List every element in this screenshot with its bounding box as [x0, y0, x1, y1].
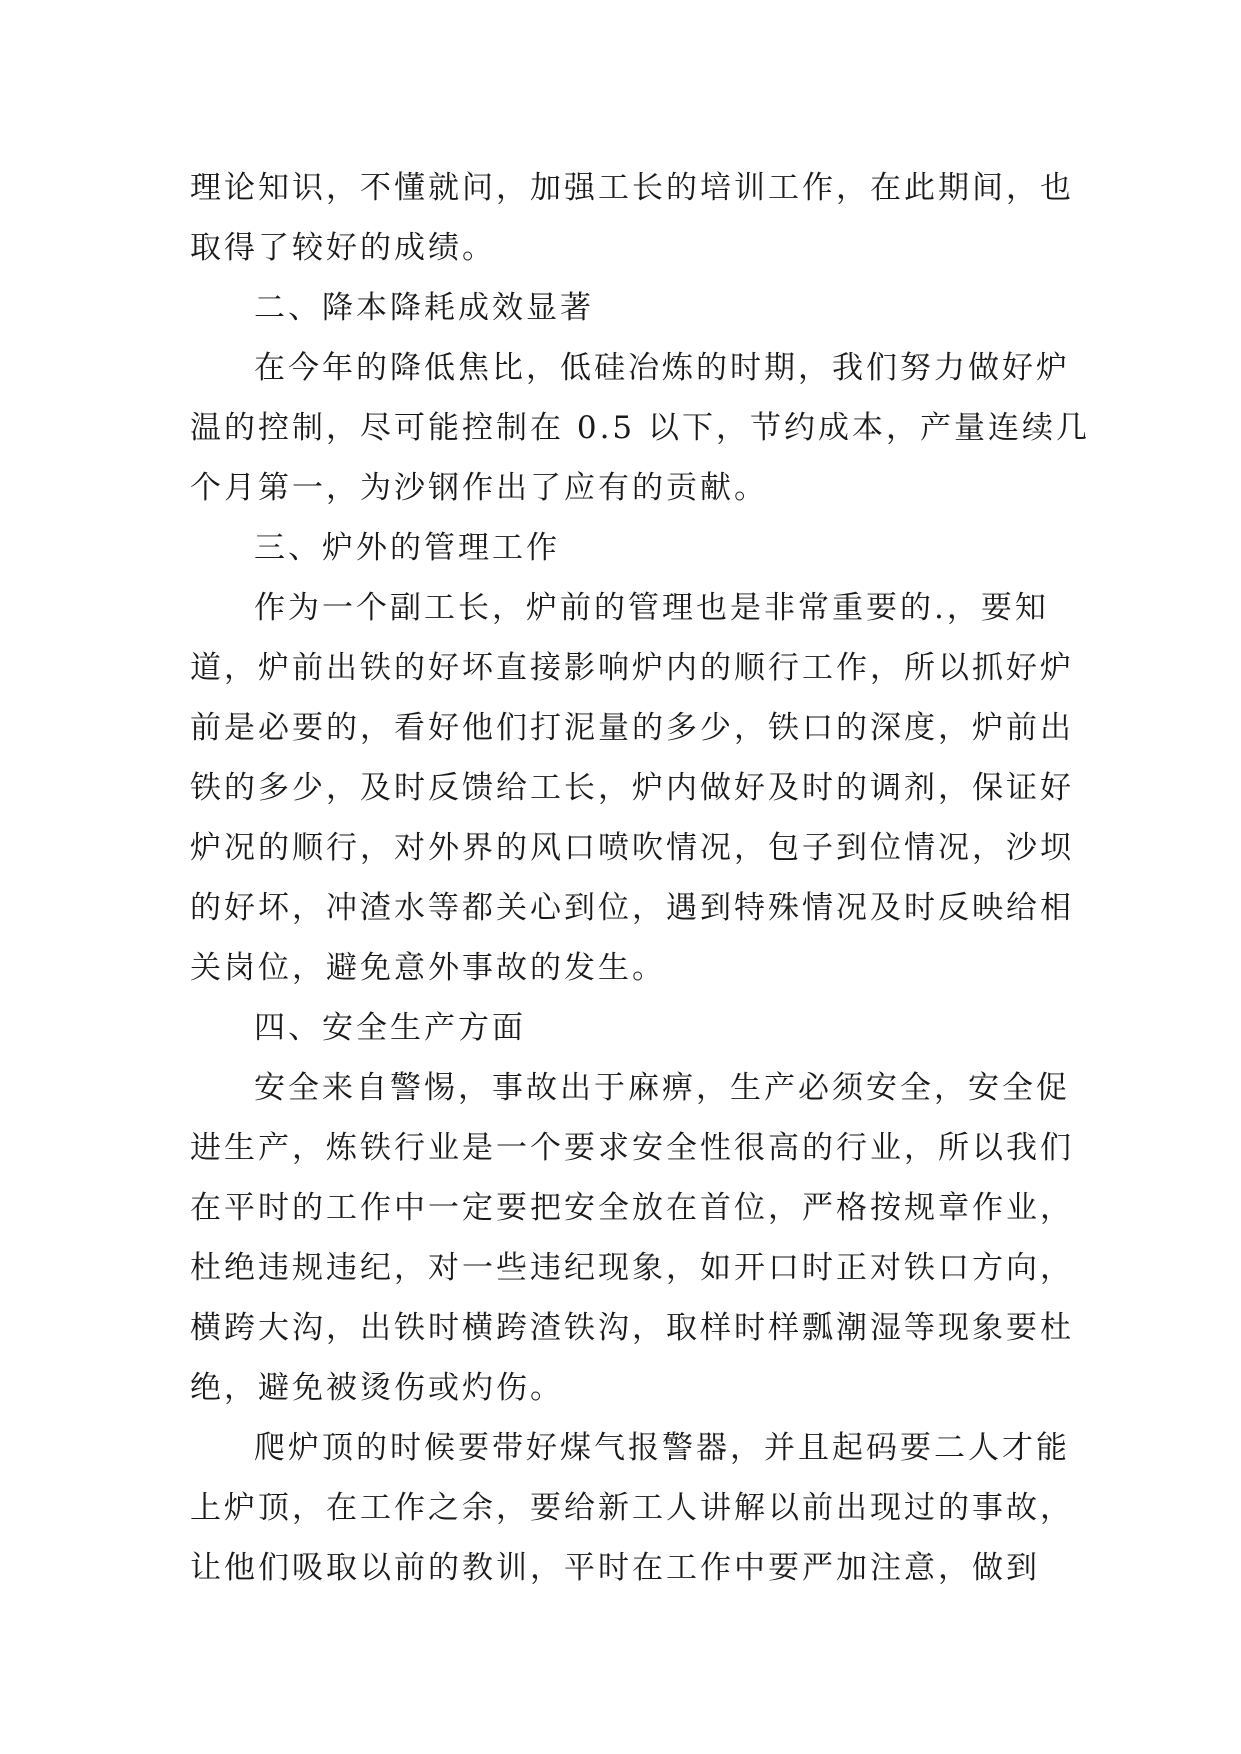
text-line: 进生产，炼铁行业是一个要求安全性很高的行业，所以我们: [190, 1130, 1074, 1166]
text-line: 关岗位，避免意外事故的发生。: [190, 950, 666, 986]
text-line: 绝，避免被烫伤或灼伤。: [190, 1370, 564, 1406]
text-line: 上炉顶，在工作之余，要给新工人讲解以前出现过的事故，: [190, 1490, 1074, 1526]
text-line: 个月第一，为沙钢作出了应有的贡献。: [190, 470, 768, 506]
text-line: 在平时的工作中一定要把安全放在首位，严格按规章作业，: [190, 1190, 1074, 1226]
text-line: 作为一个副工长，炉前的管理也是非常重要的.，要知: [254, 590, 1049, 626]
text-line: 安全来自警惕，事故出于麻痹，生产必须安全，安全促: [254, 1070, 1070, 1106]
section-heading: 二、降本降耗成效显著: [254, 290, 594, 326]
text-line: 爬炉顶的时候要带好煤气报警器，并且起码要二人才能: [254, 1430, 1070, 1466]
section-heading: 三、炉外的管理工作: [254, 530, 560, 566]
text-line: 在今年的降低焦比，低硅冶炼的时期，我们努力做好炉: [254, 350, 1070, 386]
text-line: 取得了较好的成绩。: [190, 230, 496, 266]
text-line: 理论知识，不懂就问，加强工长的培训工作，在此期间，也: [190, 170, 1074, 206]
text-line: 杜绝违规违纪，对一些违纪现象，如开口时正对铁口方向，: [190, 1250, 1074, 1286]
section-heading: 四、安全生产方面: [254, 1010, 526, 1046]
text-line: 炉况的顺行，对外界的风口喷吹情况，包子到位情况，沙坝: [190, 830, 1074, 866]
text-line: 前是必要的，看好他们打泥量的多少，铁口的深度，炉前出: [190, 710, 1074, 746]
document-body: [190, 158, 1091, 1598]
text-line: 的好坏，冲渣水等都关心到位，遇到特殊情况及时反映给相: [190, 890, 1074, 926]
text-line: 道，炉前出铁的好坏直接影响炉内的顺行工作，所以抓好炉: [190, 650, 1074, 686]
text-line: 横跨大沟，出铁时横跨渣铁沟，取样时样瓢潮湿等现象要杜: [190, 1310, 1074, 1346]
text-line: 让他们吸取以前的教训，平时在工作中要严加注意，做到: [190, 1550, 1040, 1586]
text-line: 铁的多少，及时反馈给工长，炉内做好及时的调剂，保证好: [190, 770, 1074, 806]
text-line: 温的控制，尽可能控制在 0.5 以下，节约成本，产量连续几: [190, 410, 1091, 446]
